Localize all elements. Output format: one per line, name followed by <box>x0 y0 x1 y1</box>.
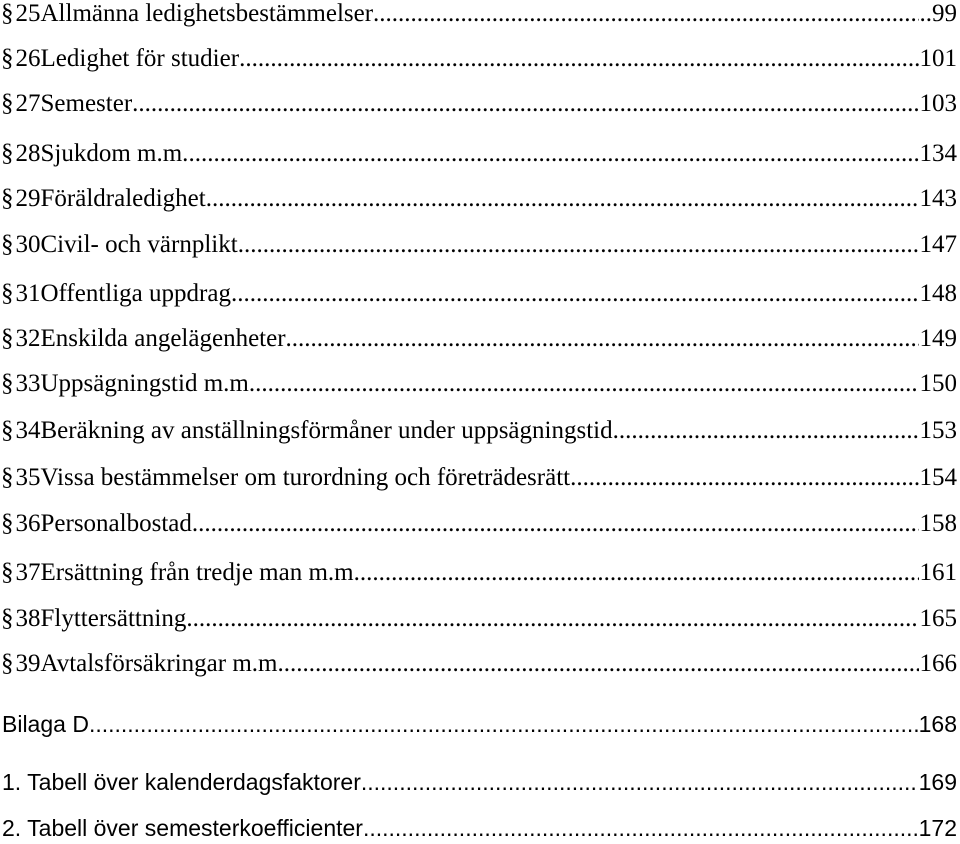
page-number: ..99 <box>919 0 957 27</box>
section-number: 36 <box>15 510 41 537</box>
toc-entry-30[interactable] <box>0 230 957 260</box>
section-symbol: § <box>1 417 14 444</box>
dot-leader <box>286 324 919 354</box>
section-number: 25 <box>15 0 41 27</box>
section-symbol: § <box>1 140 14 167</box>
table-title: 1. Tabell över kalenderdagsfaktorer <box>2 769 361 795</box>
dot-leader <box>363 813 918 843</box>
section-number: 32 <box>15 325 41 352</box>
toc-entry-39[interactable] <box>0 649 957 679</box>
section-number: 27 <box>15 90 41 117</box>
section-title: Avtalsförsäkringar m.m. <box>40 650 284 677</box>
section-symbol: § <box>1 510 14 537</box>
page-number: 153 <box>919 417 957 444</box>
dot-leader <box>231 279 919 309</box>
dot-leader <box>188 139 918 169</box>
page-number: 166 <box>919 650 957 677</box>
toc-entry-35[interactable] <box>0 463 957 493</box>
section-title: Enskilda angelägenheter <box>40 325 286 352</box>
section-symbol: § <box>1 650 14 677</box>
page-number: 172 <box>918 815 957 841</box>
section-number: 33 <box>15 370 41 397</box>
section-symbol: § <box>1 231 14 258</box>
dot-leader <box>570 463 918 493</box>
section-title: Personalbostad <box>40 510 192 537</box>
section-title: Allmänna ledighetsbestämmelser <box>40 0 374 27</box>
section-title: Ledighet för studier <box>40 45 240 72</box>
toc-entry-table-2[interactable] <box>0 813 957 843</box>
section-number: 28 <box>15 140 41 167</box>
page-number: 158 <box>919 510 957 537</box>
toc-entry-38[interactable] <box>0 604 957 634</box>
section-title: Ersättning från tredje man m.m. <box>40 559 360 586</box>
page-number: 143 <box>919 185 957 212</box>
table-title: 2. Tabell över semesterkoefficienter <box>2 815 363 841</box>
page-number: 147 <box>919 231 957 258</box>
section-title: Offentliga uppdrag <box>40 280 231 307</box>
section-title: Beräkning av anställningsförmåner under uppsägningstid <box>40 417 613 444</box>
dot-leader <box>206 184 919 214</box>
section-symbol: § <box>1 605 14 632</box>
section-title: Civil- och värnplikt <box>40 231 238 258</box>
section-symbol: § <box>1 45 14 72</box>
page-number: 154 <box>919 464 957 491</box>
section-symbol: § <box>1 90 14 117</box>
toc-entry-28[interactable] <box>0 139 957 169</box>
toc-entry-36[interactable] <box>0 509 957 539</box>
dot-leader <box>132 89 918 119</box>
section-symbol: § <box>1 0 14 27</box>
dot-leader <box>239 44 918 74</box>
page-number: 148 <box>919 280 957 307</box>
appendix-title: Bilaga D <box>2 711 89 737</box>
section-symbol: § <box>1 280 14 307</box>
section-symbol: § <box>1 559 14 586</box>
dot-leader <box>186 604 918 634</box>
section-number: 37 <box>15 559 41 586</box>
section-symbol: § <box>1 464 14 491</box>
page-number: 103 <box>919 90 957 117</box>
dot-leader <box>255 369 918 399</box>
page-number: 169 <box>918 769 957 795</box>
toc-entry-26[interactable] <box>0 44 957 74</box>
page-number: 149 <box>919 325 957 352</box>
dot-leader <box>361 767 918 797</box>
page-number: 150 <box>919 370 957 397</box>
section-number: 31 <box>15 280 41 307</box>
toc-entry-29[interactable] <box>0 184 957 214</box>
page-number: 161 <box>919 559 957 586</box>
page-number: 101 <box>919 45 957 72</box>
section-title: Uppsägningstid m.m. <box>40 370 256 397</box>
section-symbol: § <box>1 325 14 352</box>
toc-entry-25[interactable] <box>0 0 957 29</box>
section-title: Sjukdom m.m. <box>40 140 189 167</box>
toc-entry-37[interactable] <box>0 558 957 588</box>
dot-leader <box>613 416 919 446</box>
dot-leader <box>373 0 918 29</box>
dot-leader <box>284 649 919 679</box>
toc-entry-32[interactable] <box>0 324 957 354</box>
toc-entry-27[interactable] <box>0 89 957 119</box>
page-number: 168 <box>918 711 957 737</box>
toc-entry-appendix[interactable] <box>0 709 957 739</box>
section-number: 30 <box>15 231 41 258</box>
toc-entry-table-1[interactable] <box>0 767 957 797</box>
page-number: 134 <box>919 140 957 167</box>
section-symbol: § <box>1 370 14 397</box>
section-number: 39 <box>15 650 41 677</box>
section-number: 34 <box>15 417 41 444</box>
section-title: Vissa bestämmelser om turordning och företrädesrätt <box>40 464 571 491</box>
section-number: 38 <box>15 605 41 632</box>
section-title: Flyttersättning <box>40 605 187 632</box>
dot-leader <box>238 230 919 260</box>
toc-entry-34[interactable] <box>0 416 957 446</box>
dot-leader <box>89 709 918 739</box>
section-number: 35 <box>15 464 41 491</box>
dot-leader <box>360 558 919 588</box>
section-number: 26 <box>15 45 41 72</box>
toc-entry-33[interactable] <box>0 369 957 399</box>
toc-entry-31[interactable] <box>0 279 957 309</box>
page-number: 165 <box>919 605 957 632</box>
section-symbol: § <box>1 185 14 212</box>
dot-leader <box>192 509 919 539</box>
section-number: 29 <box>15 185 41 212</box>
section-title: Föräldraledighet <box>40 185 206 212</box>
section-title: Semester <box>40 90 133 117</box>
